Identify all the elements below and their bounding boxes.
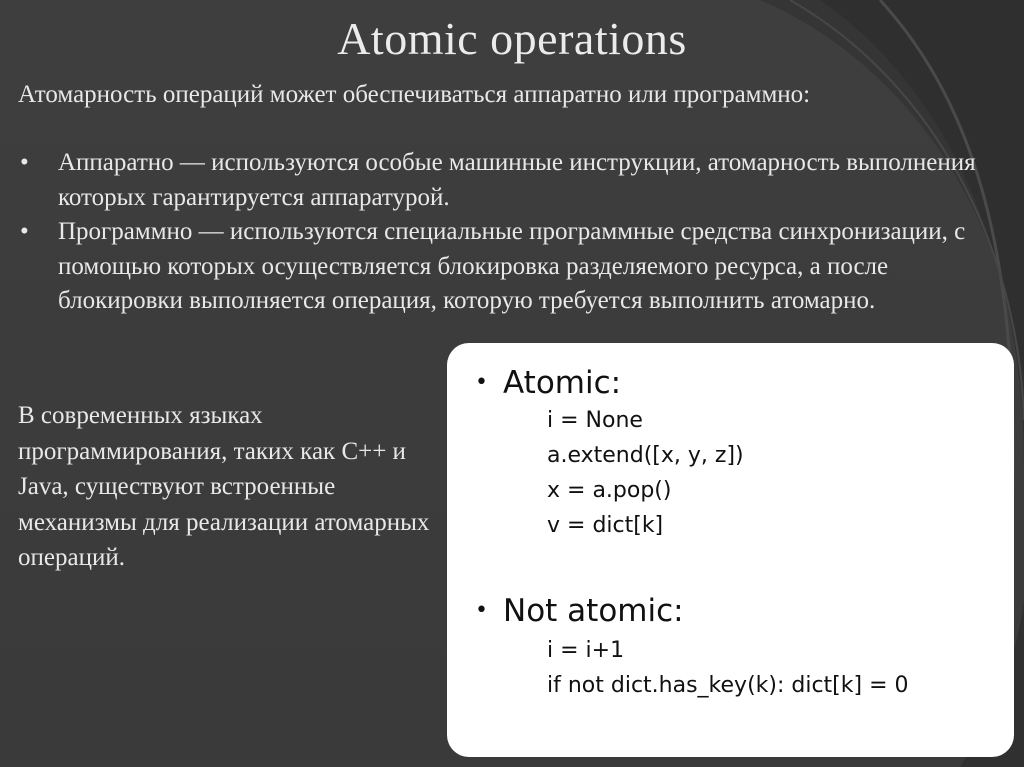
bullet-text: Программно — используются специальные программные средства синхронизации, с помощью которых осуществляется блокировка разделяемого ресурса, а после блокировки выполняется операция, которую требуется выполнить атомарно. [58,218,966,314]
not-atomic-heading-text: Not atomic: [503,593,684,629]
code-line: x = a.pop() [547,478,672,503]
code-line: a.extend([x, y, z]) [547,443,744,468]
bullet-item-hardware [18,146,1008,215]
bullet-marker: • [20,218,29,245]
slide-title: Atomic operations [337,13,687,64]
atomic-heading-text: Atomic: [503,365,622,401]
bullet-marker: • [475,598,488,623]
bullet-marker: • [20,149,29,176]
code-line: if not dict.has_key(k): dict[k] = 0 [547,673,909,698]
not-atomic-heading [475,593,684,629]
bullet-item-software [18,215,1008,319]
atomic-heading [475,365,621,401]
code-line: v = dict[k] [547,513,664,538]
code-line: i = i+1 [547,638,625,663]
bullet-marker: • [475,370,488,395]
intro-text: Атомарность операций может обеспечиваться аппаратно или программно: [18,81,811,108]
code-line: i = None [547,408,643,433]
languages-paragraph: В современных языках программирования, таких как C++ и Java, существуют встроенные механизмы для реализации атомарных операций. [18,402,430,571]
bullet-list [18,146,1008,319]
bullet-text: Аппаратно — используются особые машинные инструкции, атомарность выполнения которых гарантируется аппаратурой. [58,149,976,211]
code-example-box [447,343,1014,757]
